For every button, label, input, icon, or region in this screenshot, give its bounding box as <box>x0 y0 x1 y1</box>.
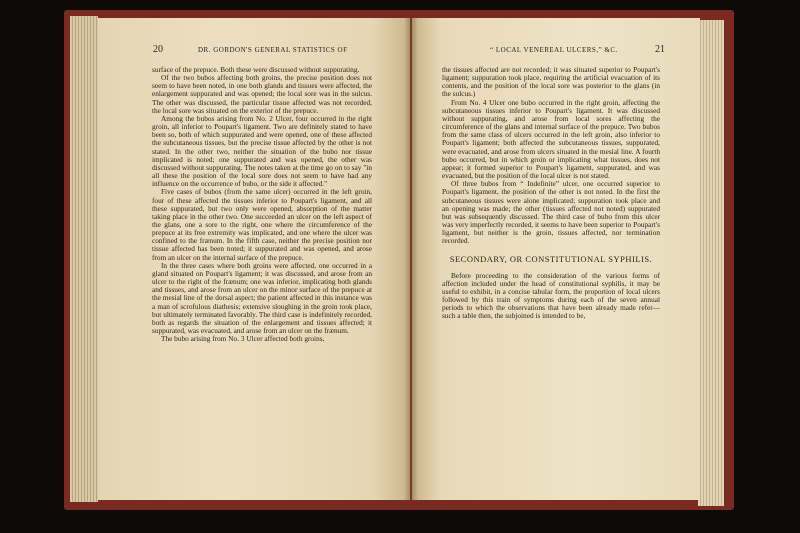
left-running-head: DR. GORDON'S GENERAL STATISTICS OF <box>198 46 348 54</box>
left-page <box>98 18 410 500</box>
section-heading: SECONDARY, OR CONSTITUTIONAL SYPHILIS. <box>449 254 653 265</box>
right-page-edges <box>698 20 724 506</box>
paragraph: Of the two bubos affecting both groins, the precise position does not seem to have been noted, in one both glands and tissues were affected, the enlargement suppurated and was opened; the local sore was in the sulcus. The other was discussed, the particular tissue affected was not recorded, the local sore was situated on the exterior of the prepuce. <box>152 73 372 115</box>
paragraph: The bubo arising from No. 3 Ulcer affected both groins, <box>161 334 325 344</box>
paragraph: Before proceeding to the consideration of the various forms of affection included under the head of constitutional syphilis, it may be useful to exhibit, in a concise tabular form, the proportion of local ulcers followed by this train of symptoms during each of the seven annual periods to which the observations that have been already made refer—such a table then, the subjoined is intended to be, <box>442 270 660 321</box>
paragraph: In the three cases where both groins were affected, one occurred in a gland situated on Poupart's ligament; it was discussed, and arose from an ulcer to the right of the frænum; one was inferior, implicating both glands and tissues, and arose from an ulcer on the minor surface of the prepuce at the mesial line of the dorsal aspect; the patient affected in this instance was a man of scrofulous diathesis; extensive sloughing in the groin took place, but ultimately terminated favorably. The third case is indefinitely recorded, both as regards the situation of the enlargement and tissues affected; it suppurated, was evacuated, and arose from an ulcer on the frænum. <box>152 260 372 335</box>
paragraph: Among the bubos arising from No. 2 Ulcer, four occurred in the right groin, all inferior to Poupart's ligament. Two are definitely stated to have been so, both of which suppurated and were opened, one of these affected the subcutaneous tissues, but the precise tissue affected by the other is not stated. In the other two, neither the situation of the bubo nor tissue implicated is noted; one suppurated and was opened, the other was discussed without suppurating. The notes taken at the time go on to say "in all these the position of the local sore does not seem to have had any influence on the occurrence of bubo, or the side it affected." <box>152 113 372 189</box>
left-page-number: 20 <box>153 44 163 55</box>
paragraph: surface of the prepuce. Both these were discussed without suppurating. <box>152 65 360 74</box>
paragraph: From No. 4 Ulcer one bubo occurred in the right groin, affecting the subcutaneous tissues inferior to Poupart's ligament. It was discussed without suppurating, and arose from local sores affecting the circumference of the glans and internal surface of the prepuce. Two bubos from the same class of ulcers occurred in the left groin, also inferior to Poupart's ligament; both affected the subcutaneous tissues, suppurated, were evacuated, and arose from ulcers situated in the mesial line. A fourth bubo occurred, but in which groin or implicating what tissues, does not appear; it formed superior to Poupart's ligament, suppurated, and was evacuated, but the position of the local ulcer is not stated. <box>442 97 660 181</box>
paragraph: Five cases of bubos (from the same ulcer) occurred in the left groin, four of these affected the tissues inferior to Poupart's ligament, and all these suppurated, but two only were opened, absorption of the matter taking place in the other two. One succeeded an ulcer on the left aspect of the glans, one a sore to the right, one where the circumference of the prepuce at its free extremity was implicated, and one where the ulcer was confined to the frænum. In the fifth case, neither the precise position nor tissue affected has been noted; it suppurated and was opened, and arose from an ulcer on the internal surface of the prepuce. <box>152 187 372 262</box>
left-page-edges <box>70 16 98 502</box>
book-gutter <box>404 18 418 500</box>
right-page-number: 21 <box>655 44 665 55</box>
paragraph: the tissues affected are not recorded; it was situated superior to Poupart's ligament; suppuration took place, requiring the artificial evacuation of its contents, and the position of the local sore was posterior to the glans (in the sulcus.) <box>442 65 660 99</box>
paragraph: Of three bubos from “ Indefinite” ulcer, one occurred superior to Poupart's ligament, the position of the other is not noted. In the first the subcutaneous tissues were alone implicated; suppuration took place and an opening was made; the other (tissues affected not noted) suppurated but was subsequently discussed. The third case of bubo from this ulcer was very imperfectly recorded, it seems to have been superior to Poupart's ligament, but neither is the groin, tissues affected, nor termination recorded. <box>442 179 660 246</box>
left-page-body <box>152 66 372 343</box>
right-running-head: “ LOCAL VENEREAL ULCERS,” &C. <box>490 46 618 54</box>
right-page <box>412 18 700 500</box>
right-page-body <box>442 66 660 321</box>
